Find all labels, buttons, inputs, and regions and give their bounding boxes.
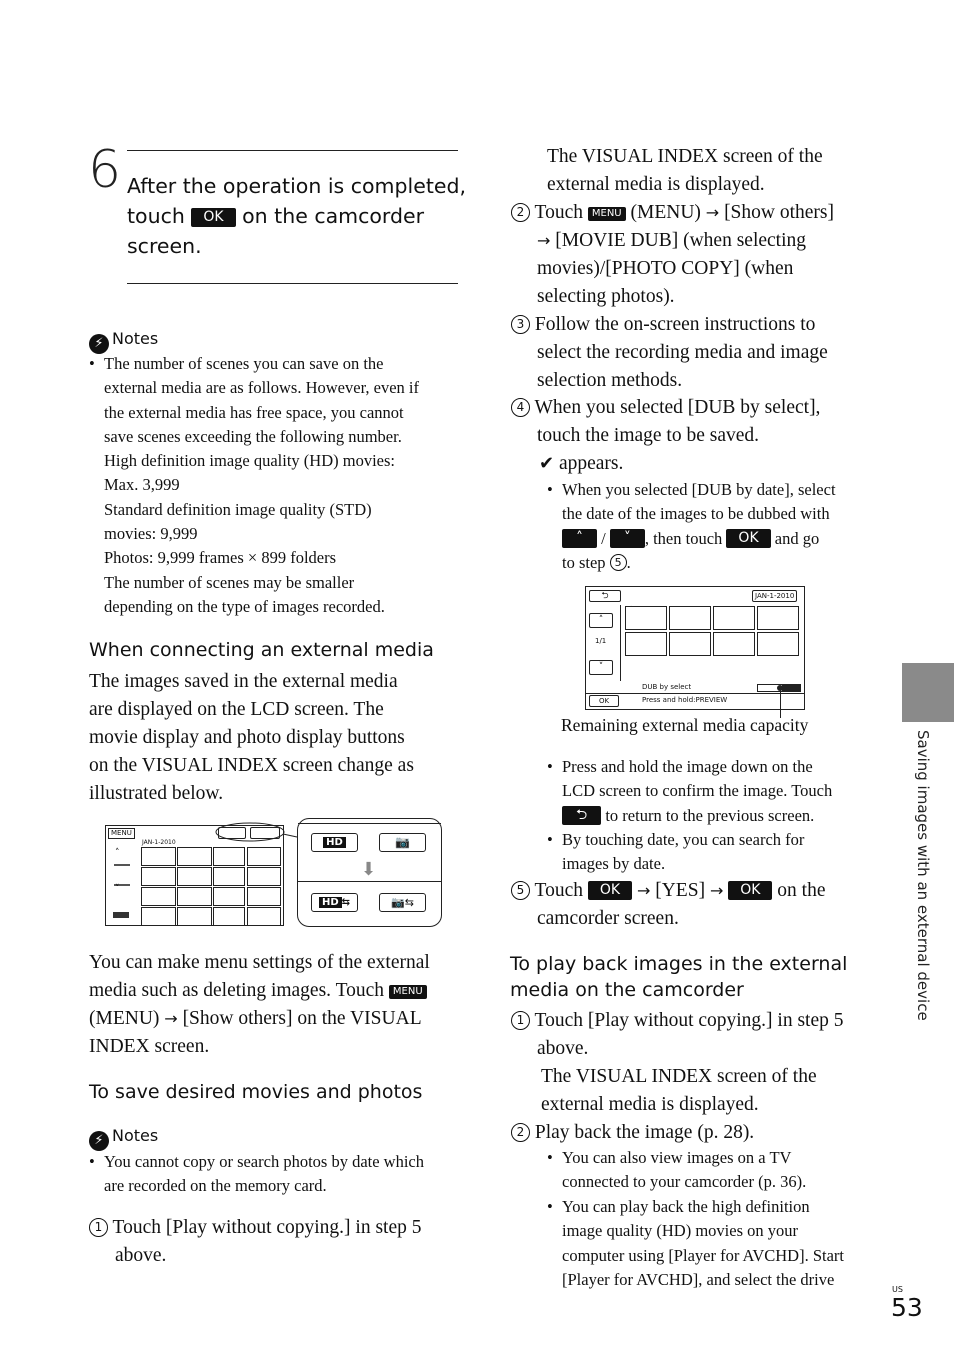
right-p1-line1: The VISUAL INDEX screen of the	[547, 146, 823, 167]
menu-settings-paragraph	[89, 949, 461, 1061]
step6-top-rule	[127, 150, 458, 151]
menu-button-icon: MENU	[588, 207, 626, 221]
fig2-ok-button: OK	[589, 695, 619, 707]
thumbnail	[177, 887, 212, 906]
circled-number-2: 2	[511, 203, 530, 222]
playback-avchd-line: [Player for AVCHD], and select the drive	[562, 1269, 835, 1289]
down-arrow-icon: ⬇	[361, 859, 377, 880]
fig2-caption: Remaining external media capacity	[561, 715, 809, 735]
arrow-icon: →	[537, 231, 551, 250]
right-bullet-dub-by-date: • When you selected [DUB by date], select the date of the images to be dubbed with ˄ / ˅ , then touch OK and go to step 5 .	[562, 478, 882, 575]
step-number-6: 6	[88, 140, 122, 200]
notes1-line: The number of scenes you can save on the	[104, 354, 384, 373]
right-step4-line2: touch the image to be saved.	[537, 425, 760, 446]
right-step3-line: Follow the on-screen instructions to	[534, 314, 816, 335]
fig1-down-icon: ˅	[115, 884, 120, 894]
thumbnail	[177, 907, 212, 926]
right-step4	[511, 394, 881, 478]
circled-number-5: 5	[610, 554, 627, 571]
circled-number-1: 1	[511, 1011, 530, 1030]
movie-hd-usb-button-after: HD ⇆	[311, 893, 358, 912]
notes1-line: movies: 9,999	[104, 524, 198, 544]
fig2-divider	[620, 605, 621, 681]
arrow-icon: →	[705, 203, 720, 222]
notes-heading-1	[89, 328, 158, 354]
photo-usb-icon-after: 📷⇆	[379, 893, 426, 912]
playback-heading-line2: media on the camcorder	[510, 979, 744, 1001]
thumbnail	[141, 847, 176, 866]
thumbnail	[757, 606, 799, 630]
notes-heading-2	[89, 1125, 158, 1151]
step6-bottom-rule	[127, 283, 458, 284]
fig2-hold-label: Press and hold:PREVIEW	[642, 696, 728, 704]
touch-label: Touch	[534, 202, 583, 223]
right-step3-line: selection methods.	[537, 370, 683, 391]
to-step-label: to step	[562, 552, 606, 572]
save-step1	[89, 1214, 464, 1270]
arrow-icon: →	[164, 1009, 178, 1028]
ok-button-icon: OK	[728, 881, 772, 900]
right-p1-line2: external media is displayed.	[547, 174, 765, 195]
connecting-line: The images saved in the external media	[89, 671, 398, 692]
playback-avchd-line: image quality (HD) movies on your	[562, 1221, 798, 1241]
hd-label: HD	[319, 897, 342, 908]
ok-button-icon: OK	[191, 208, 235, 227]
thumbnail	[669, 632, 711, 656]
menu-settings-line3: [Show others] on the VISUAL	[182, 1008, 422, 1029]
right-step2	[511, 199, 881, 311]
connecting-line: are displayed on the LCD screen. The	[89, 699, 384, 720]
menu-settings-line1: You can make menu settings of the external	[89, 952, 430, 973]
notes1-line: Max. 3,999	[104, 475, 180, 495]
playback-bullet-avchd: • You can play back the high definition image quality (HD) movies on your computer using [Player for AVCHD]. Start [Player for AVCHD], and select the drive	[562, 1195, 892, 1292]
movie-hd-button-before	[311, 833, 358, 852]
circled-number-5: 5	[511, 881, 530, 900]
right-step3	[511, 311, 881, 395]
step6-line2-pre: touch	[127, 204, 185, 228]
playback-step1-line1: Touch [Play without copying.] in step 5	[534, 1010, 844, 1031]
playback-heading-line1: To play back images in the external	[510, 953, 848, 975]
save-step1-line1: Touch [Play without copying.] in step 5	[112, 1217, 422, 1238]
dub-select-screen-figure	[585, 586, 805, 710]
section-heading-connecting: When connecting an external media	[89, 639, 434, 661]
right-step2-line4: selecting photos).	[537, 286, 675, 307]
playback-step1-line2: above.	[537, 1038, 589, 1059]
playback-avchd-line: You can play back the high definition	[562, 1197, 810, 1216]
fig2-return-button: ⮌	[589, 590, 621, 602]
right-bullet-press-hold: • Press and hold the image down on the LCD screen to confirm the image. Touch ⮌ to return to the previous screen.	[562, 755, 882, 828]
thumbnail	[141, 887, 176, 906]
notes1-line: depending on the type of images recorded.	[104, 596, 385, 616]
thumbnail	[669, 606, 711, 630]
connecting-paragraph	[89, 668, 459, 808]
thumbnail	[625, 632, 667, 656]
fig2-dub-label: DUB by select	[642, 683, 692, 691]
hd-label: HD	[323, 837, 346, 848]
footer-region: US	[892, 1285, 903, 1294]
ok-button-icon: OK	[588, 881, 632, 900]
fig2-page: 1/1	[595, 637, 607, 645]
step6-line1: After the operation is completed,	[127, 174, 467, 198]
notes1-line: The number of scenes may be smaller	[104, 572, 355, 592]
right-step2-line2: [MOVIE DUB] (when selecting	[555, 230, 807, 251]
press-hold-line1: Press and hold the image down on the	[562, 757, 813, 776]
period: .	[626, 552, 631, 572]
notes-icon: ⚡	[89, 1131, 109, 1151]
touch-label: Touch	[534, 880, 583, 901]
right-step5	[511, 877, 881, 933]
playback-step2-text: Play back the image (p. 28).	[534, 1122, 755, 1143]
step6-instruction	[127, 171, 466, 261]
sidebar-section-title: Saving images with an external device	[914, 730, 932, 1021]
menu-button-icon: MENU	[389, 985, 427, 999]
notes-title-2: Notes	[112, 1126, 159, 1145]
fig1-return-icon	[113, 912, 129, 918]
notes1-line: save scenes exceeding the following number.	[104, 426, 402, 446]
fig1-menu-button: MENU	[108, 828, 135, 839]
save-note-line: are recorded on the memory card.	[104, 1176, 327, 1196]
fig2-up-button: ˄	[589, 613, 613, 628]
fig1-up-icon: ˄	[115, 848, 120, 858]
playback-step1	[511, 1007, 881, 1147]
then-touch-label: , then touch	[644, 528, 723, 548]
section-heading-playback	[510, 951, 890, 1003]
appears-label: appears.	[558, 453, 624, 474]
fig1-zoom-panel	[297, 818, 442, 927]
circled-number-2: 2	[511, 1123, 530, 1142]
thumbnail	[625, 606, 667, 630]
dub-by-date-line2: the date of the images to be dubbed with	[562, 504, 830, 524]
thumbnail	[713, 632, 755, 656]
date-search-line2: images by date.	[562, 854, 666, 874]
playback-p-line1: The VISUAL INDEX screen of the	[541, 1066, 817, 1087]
thumbnail	[757, 632, 799, 656]
connecting-line: on the VISUAL INDEX screen change as	[89, 755, 414, 776]
checkmark-icon: ✔	[539, 453, 555, 474]
circled-number-1: 1	[89, 1218, 108, 1237]
arrow-icon: →	[636, 881, 651, 900]
and-go-label: and go	[774, 528, 820, 548]
ok-button-icon: OK	[726, 529, 770, 548]
press-hold-line2: LCD screen to confirm the image. Touch	[562, 781, 833, 801]
photo-camera-icon-before: 📷	[379, 833, 426, 852]
return-button-icon: ⮌	[562, 806, 601, 825]
right-bullet-date-search: • By touching date, you can search for images by date.	[562, 828, 882, 877]
date-search-line1: By touching date, you can search for	[562, 830, 805, 849]
fig1-scrollbar-icon	[114, 864, 130, 886]
up-button-icon: ˄	[562, 529, 597, 548]
notes-icon: ⚡	[89, 334, 109, 354]
menu-settings-line2: media such as deleting images. Touch	[89, 980, 385, 1001]
thumbnail	[177, 847, 212, 866]
connecting-line: illustrated below.	[89, 783, 224, 804]
slash: /	[601, 528, 606, 548]
playback-tv-line2: connected to your camcorder (p. 36).	[562, 1172, 807, 1192]
on-the-label: on the	[777, 880, 826, 901]
playback-bullet-tv: • You can also view images on a TV connected to your camcorder (p. 36).	[562, 1146, 892, 1195]
notes1-line: Photos: 9,999 frames × 899 folders	[104, 548, 337, 568]
menu-settings-line4: INDEX screen.	[89, 1036, 210, 1057]
right-step5-line2: camcorder screen.	[537, 908, 679, 929]
save-note-bullet: • You cannot copy or search photos by date which are recorded on the memory card.	[104, 1150, 464, 1199]
arrow-icon: →	[709, 881, 724, 900]
notes1-line: High definition image quality (HD) movies:	[104, 451, 395, 471]
press-hold-line3: to return to the previous screen.	[605, 805, 815, 825]
section-heading-save: To save desired movies and photos	[89, 1081, 423, 1103]
notes1-line: Standard definition image quality (STD)	[104, 499, 372, 519]
menu-label: (MENU)	[89, 1008, 160, 1029]
down-button-icon: ˅	[610, 529, 645, 548]
sidebar-tab-marker	[902, 663, 954, 722]
thumbnail	[141, 907, 176, 926]
zoom-panel-rule-top	[298, 823, 441, 824]
notes1-line: the external media has free space, you cannot	[104, 402, 404, 422]
thumbnail	[177, 867, 212, 886]
step6-line3: screen.	[127, 234, 202, 258]
right-step3-line: select the recording media and image	[537, 342, 828, 363]
playback-tv-line1: You can also view images on a TV	[562, 1148, 792, 1167]
right-step2-line3: movies)/[PHOTO COPY] (when	[537, 258, 794, 279]
fig2-callout-dot	[777, 685, 783, 691]
notes1-line: external media are as follows. However, even if	[104, 378, 419, 398]
thumbnail	[141, 867, 176, 886]
page-number: 53	[891, 1293, 923, 1322]
right-step4-line1: When you selected [DUB by select],	[534, 397, 821, 418]
connecting-line: movie display and photo display buttons	[89, 727, 405, 748]
circled-number-4: 4	[511, 398, 530, 417]
dub-by-date-line1: When you selected [DUB by date], select	[562, 480, 836, 499]
circled-number-3: 3	[511, 315, 530, 334]
fig2-bottom-rule	[586, 693, 804, 694]
zoom-panel-rule-mid	[298, 881, 441, 882]
yes-label: [YES]	[655, 880, 706, 901]
show-others-label: [Show others]	[724, 202, 835, 223]
thumbnail	[713, 606, 755, 630]
right-p1	[547, 143, 887, 199]
playback-p-line2: external media is displayed.	[541, 1094, 759, 1115]
menu-label: (MENU)	[630, 202, 701, 223]
fig1-date: JAN-1-2010	[142, 839, 176, 846]
save-note-line: You cannot copy or search photos by date which	[104, 1152, 425, 1171]
notes-title-1: Notes	[112, 329, 159, 348]
playback-avchd-line: computer using [Player for AVCHD]. Start	[562, 1245, 844, 1265]
save-step1-line2: above.	[115, 1245, 167, 1266]
fig2-date: JAN-1-2010	[752, 590, 797, 602]
fig2-down-button: ˅	[589, 660, 613, 675]
step6-line2-post: on the camcorder	[242, 204, 425, 228]
notes1-bullet: • The number of scenes you can save on the external media are as follows. However, even if the external media has free space, you cannot save scenes exceeding the following number. High definition image quality (HD) movies: Max. 3,999 Standard definition image quality (STD) movies: 9,999 Photos: 9,999 frames × 899 folders The number of scenes may be smaller depending on the type of images recorded.	[104, 352, 464, 619]
